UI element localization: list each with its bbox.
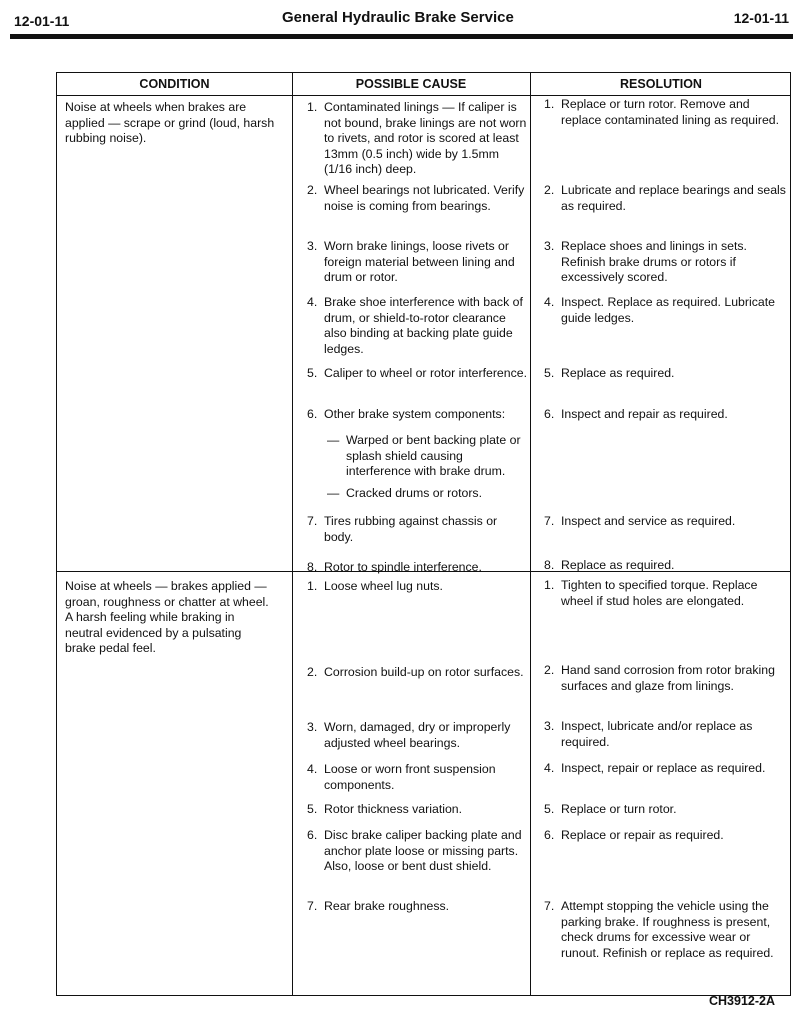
cause-item [307,407,529,423]
item-text: Inspect. Replace as required. Lubricate guide ledges. [561,295,775,325]
item-number: 1. [544,97,555,111]
item-number: 4. [307,762,318,776]
sub-cause-item [327,433,527,480]
item-number: 3. [307,720,318,734]
header-condition: CONDITION [139,77,210,91]
cause-item [307,514,529,545]
item-text: Rotor to spindle interference. [324,560,482,574]
item-text: Other brake system components: [324,407,506,421]
resolution-item [544,558,786,574]
column-divider [530,73,531,995]
header-rule [10,34,793,39]
item-number: 3. [544,719,555,733]
resolution-item [544,239,786,286]
item-text: Loose wheel lug nuts. [324,579,443,593]
item-number: 7. [544,514,555,528]
resolution-item [544,295,786,326]
sub-cause-item [327,486,527,502]
item-text: Replace as required. [561,366,675,380]
cause-item [307,665,529,681]
page-number-right: 12-01-11 [733,10,789,26]
item-number: 1. [544,578,555,592]
item-number: 1. [307,100,318,114]
cause-item [307,828,529,875]
resolution-item [544,761,786,777]
item-text: Rotor thickness variation. [324,802,463,816]
item-number: 1. [307,579,318,593]
cause-item [307,366,529,382]
header-resolution: RESOLUTION [620,77,702,91]
page-title: General Hydraulic Brake Service [282,9,514,26]
resolution-item [544,578,786,609]
condition-cell: Noise at wheels — brakes applied — groan, roughness or chatter at wheel. A harsh feeling while braking in neutral evidenced by a pulsating brake pedal feel. [65,579,269,655]
item-number: 7. [544,899,555,913]
resolution-item [544,97,786,128]
item-number: — [327,433,340,447]
item-text: Cracked drums or rotors. [346,486,482,500]
resolution-item [544,899,786,961]
item-text: Inspect, lubricate and/or replace as required. [561,719,753,749]
item-number: 4. [307,295,318,309]
cause-item [307,720,529,751]
item-number: 3. [307,239,318,253]
item-text: Corrosion build-up on rotor surfaces. [324,665,524,679]
item-number: 2. [544,663,555,677]
item-text: Replace shoes and linings in sets. Refinish brake drums or rotors if excessively scored. [561,239,747,284]
figure-code: CH3912-2A [708,994,775,1008]
item-text: Lubricate and replace bearings and seals as required. [561,183,786,213]
cause-item [307,239,529,286]
item-number: 2. [544,183,555,197]
item-text: Worn, damaged, dry or improperly adjusted wheel bearings. [324,720,511,750]
item-number: 7. [307,514,318,528]
item-text: Warped or bent backing plate or splash shield causing interference with brake drum. [346,433,521,478]
condition-cell: Noise at wheels when brakes are applied — scrape or grind (loud, harsh rubbing noise). [65,100,275,145]
item-text: Tighten to specified torque. Replace wheel if stud holes are elongated. [561,578,758,608]
page-number-left: 12-01-11 [14,13,70,29]
item-number: 4. [544,295,555,309]
resolution-item [544,719,786,750]
item-number: 7. [307,899,318,913]
item-number: 8. [544,558,555,572]
item-text: Replace as required. [561,558,675,572]
item-text: Hand sand corrosion from rotor braking surfaces and glaze from linings. [561,663,775,693]
item-text: Replace or turn rotor. Remove and replace contaminated lining as required. [561,97,780,127]
item-text: Inspect, repair or replace as required. [561,761,766,775]
header-divider [57,95,790,96]
item-text: Inspect and repair as required. [561,407,728,421]
item-number: 5. [307,802,318,816]
item-text: Tires rubbing against chassis or body. [324,514,498,544]
item-number: — [327,486,340,500]
header-possible-cause: POSSIBLE CAUSE [355,77,467,91]
cause-item [307,560,529,576]
cause-item [307,802,529,818]
item-number: 5. [544,802,555,816]
resolution-item [544,802,786,818]
item-number: 6. [307,828,318,842]
item-text: Attempt stopping the vehicle using the parking brake. If roughness is present, check drums for excessive wear or runout. Refinish or replace as required. [561,899,774,960]
cause-item [307,579,529,595]
resolution-item [544,828,786,844]
item-number: 5. [307,366,318,380]
resolution-item [544,183,786,214]
cause-item [307,183,529,214]
item-number: 6. [307,407,318,421]
item-text: Replace or turn rotor. [561,802,677,816]
item-number: 3. [544,239,555,253]
column-divider [292,73,293,995]
item-text: Inspect and service as required. [561,514,736,528]
diagnosis-table [56,72,791,996]
item-number: 6. [544,828,555,842]
item-text: Loose or worn front suspension components. [324,762,496,792]
resolution-item [544,366,786,382]
cause-item [307,762,529,793]
item-number: 2. [307,183,318,197]
resolution-item [544,663,786,694]
item-text: Caliper to wheel or rotor interference. [324,366,527,380]
item-number: 6. [544,407,555,421]
item-number: 4. [544,761,555,775]
item-number: 2. [307,665,318,679]
item-text: Contaminated linings — If caliper is not bound, brake linings are not worn to rivets, and rotor is scored at least 13mm (0.5 inch) wide by 1.5mm (1/16 inch) deep. [324,100,527,176]
item-text: Disc brake caliper backing plate and anchor plate loose or missing parts. Also, loose or bent dust shield. [324,828,522,873]
item-number: 8. [307,560,318,574]
item-text: Worn brake linings, loose rivets or foreign material between lining and drum or rotor. [324,239,515,284]
item-text: Rear brake roughness. [324,899,450,913]
cause-item [307,899,529,915]
resolution-item [544,407,786,423]
resolution-item [544,514,786,530]
item-number: 5. [544,366,555,380]
item-text: Brake shoe interference with back of drum, or shield-to-rotor clearance also binding at backing plate guide ledges. [324,295,523,356]
item-text: Wheel bearings not lubricated. Verify noise is coming from bearings. [324,183,525,213]
item-text: Replace or repair as required. [561,828,724,842]
cause-item [307,295,529,357]
cause-item [307,100,529,178]
